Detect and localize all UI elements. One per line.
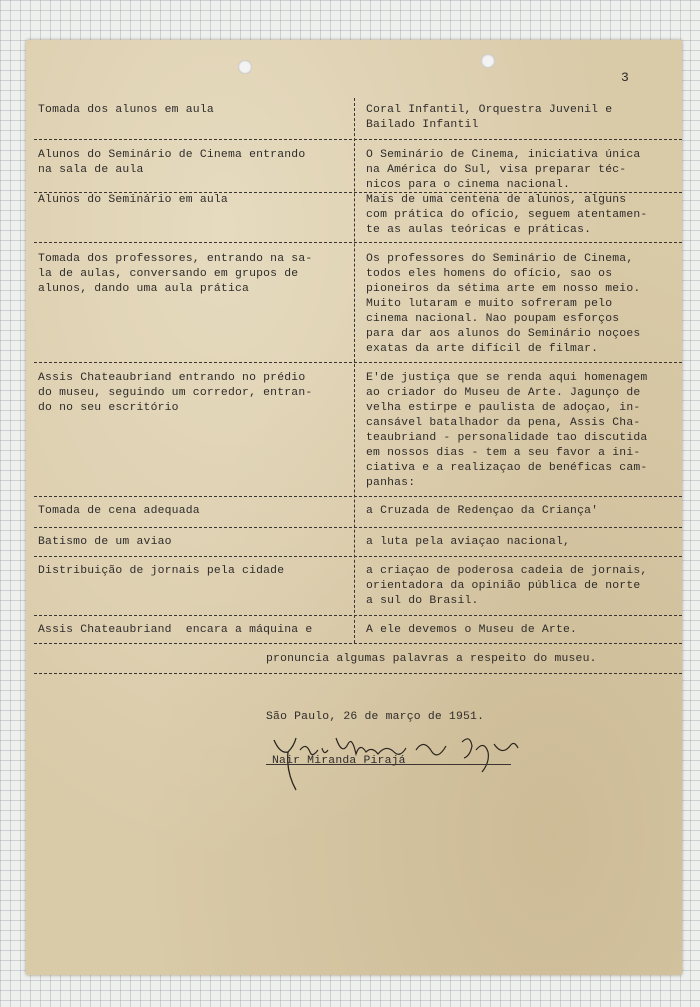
scene-description: Assis Chateaubriand entrando no prédio (38, 372, 306, 384)
narration-text: nicos para o cinema nacional. (366, 179, 571, 191)
narration-text: a Cruzada de Redençao da Criança' (366, 505, 599, 517)
row-divider (34, 673, 682, 674)
narration-text: O Seminário de Cinema, iniciativa única (366, 149, 641, 161)
narration-text: na América do Sul, visa preparar téc- (366, 164, 627, 176)
closing-line: pronuncia algumas palavras a respeito do museu. (266, 653, 597, 665)
scene-description: do museu, seguindo um corredor, entran- (38, 387, 313, 399)
narration-text: cansável batalhador da pena, Assis Cha- (366, 417, 641, 429)
row-divider (34, 615, 682, 616)
place-date: São Paulo, 26 de março de 1951. (266, 711, 485, 723)
narration-text: A ele devemos o Museu de Arte. (366, 624, 578, 636)
punch-hole-left (238, 60, 252, 74)
narration-text: panhas: (366, 477, 416, 489)
narration-text: com prática do ofício, seguem atentamen- (366, 209, 648, 221)
row-divider (34, 643, 682, 644)
narration-text: E'de justiça que se renda aqui homenagem (366, 372, 648, 384)
narration-text: cinema nacional. Nao poupam esforços (366, 313, 620, 325)
scene-description: Assis Chateaubriand encara a máquina e (38, 624, 313, 636)
narration-text: Mais de uma centena de alunos, alguns (366, 194, 627, 206)
signatory-name: Nair Miranda Pirajá (272, 755, 406, 767)
narration-text: ciativa e a realizaçao de benéficas cam- (366, 462, 648, 474)
scene-description: Distribuição de jornais pela cidade (38, 565, 285, 577)
narration-text: exatas da arte difícil de filmar. (366, 343, 599, 355)
narration-text: teaubriand - personalidade tao discutida (366, 432, 648, 444)
row-divider (34, 556, 682, 557)
narration-text: velha estirpe e paulista de adoçao, in- (366, 402, 641, 414)
scene-description: Tomada dos alunos em aula (38, 104, 214, 116)
row-divider (34, 242, 682, 243)
page-number: 3 (621, 70, 629, 85)
narration-text: Muito lutaram e muito sofreram pelo (366, 298, 613, 310)
scene-description: la de aulas, conversando em grupos de (38, 268, 299, 280)
narration-text: em nossos dias - tem a seu favor a ini- (366, 447, 641, 459)
narration-text: te as aulas teóricas e práticas. (366, 224, 592, 236)
column-divider (354, 98, 355, 643)
scene-description: Alunos do Seminário em aula (38, 194, 228, 206)
row-divider (34, 496, 682, 497)
narration-text: a luta pela aviaçao nacional, (366, 536, 571, 548)
narration-text: para dar aos alunos do Seminário noçoes (366, 328, 641, 340)
document-page (26, 40, 682, 975)
narration-text: a criaçao de poderosa cadeia de jornais, (366, 565, 648, 577)
narration-text: Coral Infantil, Orquestra Juvenil e (366, 104, 613, 116)
scene-description: Alunos do Seminário de Cinema entrando (38, 149, 306, 161)
scene-description: Tomada de cena adequada (38, 505, 200, 517)
scene-description: alunos, dando uma aula prática (38, 283, 250, 295)
narration-text: pioneiros da sétima arte em nosso meio. (366, 283, 641, 295)
scene-description: na sala de aula (38, 164, 144, 176)
narration-text: orientadora da opinião pública de norte (366, 580, 641, 592)
narration-text: Os professores do Seminário de Cinema, (366, 253, 634, 265)
narration-text: a sul do Brasil. (366, 595, 479, 607)
punch-hole-right (481, 54, 495, 68)
row-divider (34, 362, 682, 363)
narration-text: Bailado Infantil (366, 119, 479, 131)
row-divider (34, 139, 682, 140)
scene-description: Tomada dos professores, entrando na sa- (38, 253, 313, 265)
scene-description: Batismo de um aviao (38, 536, 172, 548)
signature-line (266, 764, 511, 765)
row-divider (34, 527, 682, 528)
narration-text: ao criador do Museu de Arte. Jagunço de (366, 387, 641, 399)
scene-description: do no seu escritório (38, 402, 179, 414)
narration-text: todos eles homens do ofício, sao os (366, 268, 613, 280)
